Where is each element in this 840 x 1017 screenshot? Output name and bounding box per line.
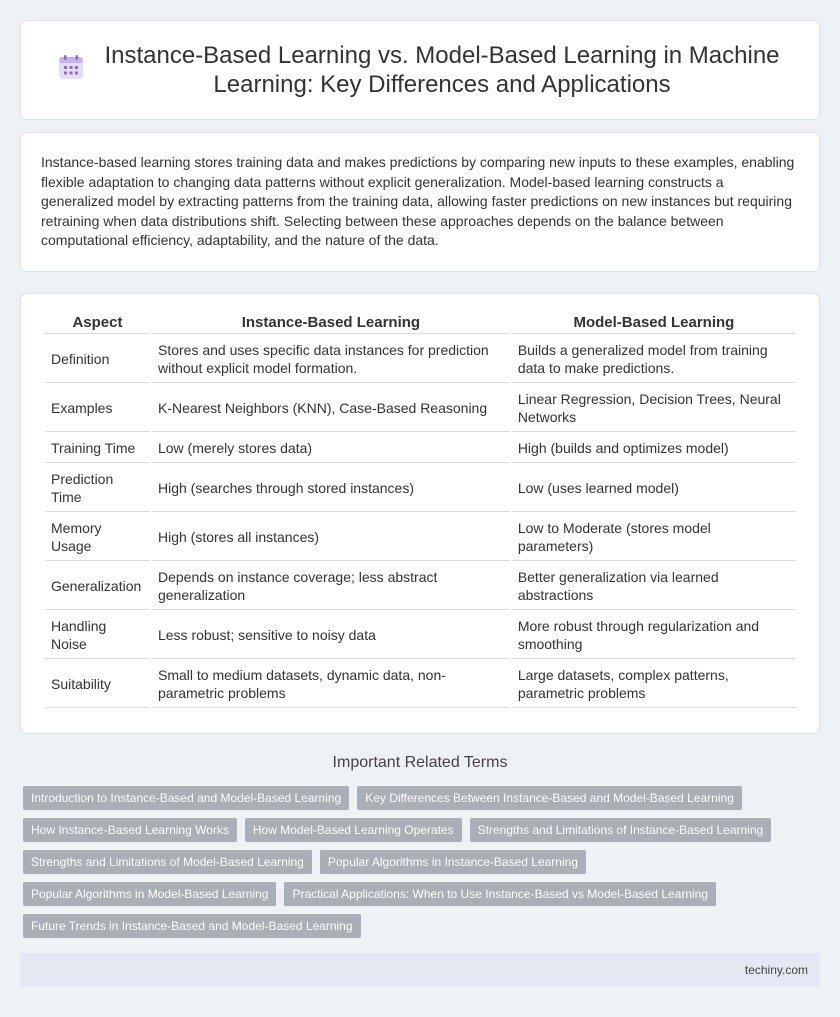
table-row — [45, 434, 796, 463]
row-aspect: Definition — [45, 336, 150, 383]
table-row — [45, 385, 796, 432]
related-term-link[interactable]: Popular Algorithms in Instance-Based Learning — [320, 850, 586, 874]
footer — [20, 953, 820, 986]
row-aspect: Generalization — [45, 563, 150, 610]
related-term-link[interactable]: How Model-Based Learning Operates — [245, 818, 462, 842]
page-title: Instance-Based Learning vs. Model-Based Learning in Machine Learning: Key Differences and Applications — [104, 42, 780, 98]
row-model-value: High (builds and optimizes model) — [512, 434, 796, 463]
table-row — [45, 563, 796, 610]
row-instance-value: K-Nearest Neighbors (KNN), Case-Based Reasoning — [152, 385, 510, 432]
row-instance-value: High (stores all instances) — [152, 514, 510, 561]
row-aspect: Examples — [45, 385, 150, 432]
table-row — [45, 336, 796, 383]
related-term-link[interactable]: Future Trends in Instance-Based and Model-Based Learning — [23, 914, 361, 938]
intro-card — [20, 132, 820, 272]
row-model-value: Low to Moderate (stores model parameters) — [512, 514, 796, 561]
related-terms-heading: Important Related Terms — [332, 754, 508, 771]
related-term-link[interactable]: Strengths and Limitations of Model-Based Learning — [23, 850, 312, 874]
row-instance-value: Less robust; sensitive to noisy data — [152, 612, 510, 659]
table-row — [45, 612, 796, 659]
table-row — [45, 514, 796, 561]
header-instance-based: Instance-Based Learning — [152, 309, 510, 334]
comparison-table — [43, 307, 798, 710]
table-row — [45, 661, 796, 708]
comparison-table-card — [20, 293, 820, 734]
header-model-based: Model-Based Learning — [512, 309, 796, 334]
intro-paragraph: Instance-based learning stores training data and makes predictions by comparing new inputs to these examples, enabling flexible adaptation to changing data patterns without explicit generalization. Model-based learning constructs a generalized model by extracting patterns from the training data, allowing faster predictions on new instances but requiring retraining when data distributions shift. Selecting between these approaches depends on the balance between computational efficiency, adaptability, and the nature of the data. — [41, 154, 795, 248]
row-model-value: Low (uses learned model) — [512, 465, 796, 512]
related-term-link[interactable]: How Instance-Based Learning Works — [23, 818, 237, 842]
related-term-link[interactable]: Popular Algorithms in Model-Based Learning — [23, 882, 276, 906]
row-aspect: Suitability — [45, 661, 150, 708]
related-terms-list — [23, 786, 813, 938]
calendar-grid-icon — [58, 54, 84, 80]
header-aspect: Aspect — [45, 309, 150, 334]
related-term-link[interactable]: Strengths and Limitations of Instance-Based Learning — [470, 818, 772, 842]
row-model-value: Builds a generalized model from training data to make predictions. — [512, 336, 796, 383]
row-model-value: Large datasets, complex patterns, parametric problems — [512, 661, 796, 708]
row-instance-value: Small to medium datasets, dynamic data, non-parametric problems — [152, 661, 510, 708]
related-term-link[interactable]: Introduction to Instance-Based and Model-Based Learning — [23, 786, 349, 810]
row-model-value: Linear Regression, Decision Trees, Neural Networks — [512, 385, 796, 432]
row-aspect: Training Time — [45, 434, 150, 463]
table-row — [45, 465, 796, 512]
related-term-link[interactable]: Key Differences Between Instance-Based and Model-Based Learning — [357, 786, 742, 810]
row-aspect: Handling Noise — [45, 612, 150, 659]
row-aspect: Prediction Time — [45, 465, 150, 512]
row-model-value: Better generalization via learned abstractions — [512, 563, 796, 610]
row-aspect: Memory Usage — [45, 514, 150, 561]
row-instance-value: Stores and uses specific data instances for prediction without explicit model formation. — [152, 336, 510, 383]
row-model-value: More robust through regularization and smoothing — [512, 612, 796, 659]
row-instance-value: Low (merely stores data) — [152, 434, 510, 463]
table-header-row — [45, 309, 796, 334]
header-card — [20, 20, 820, 120]
footer-site-link[interactable]: techiny.com — [744, 962, 808, 977]
related-term-link[interactable]: Practical Applications: When to Use Instance-Based vs Model-Based Learning — [284, 882, 716, 906]
row-instance-value: High (searches through stored instances) — [152, 465, 510, 512]
row-instance-value: Depends on instance coverage; less abstract generalization — [152, 563, 510, 610]
